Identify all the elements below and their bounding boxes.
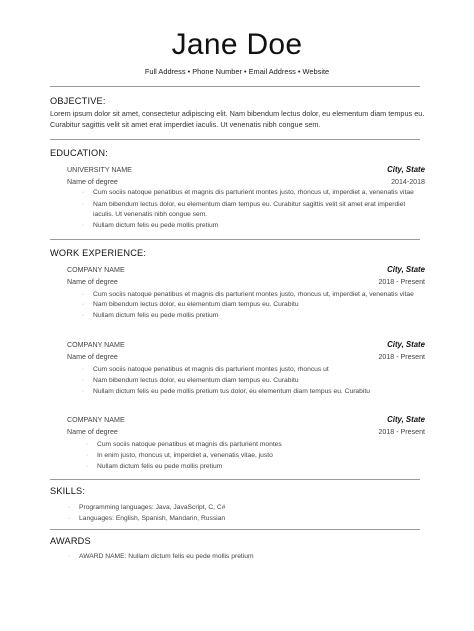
bullet-icon: · — [81, 201, 85, 208]
job-degree: Name of degree — [67, 353, 118, 361]
candidate-name: Jane Doe — [171, 28, 303, 61]
bullet-icon: · — [85, 452, 89, 459]
company-location: City, State — [387, 340, 425, 349]
education-bullet: Cum sociis natoque penatibus et magnis dis parturient montes justo, rhoncus ut, imperdiet a, venenatis vitae — [93, 189, 414, 196]
job-bullet: Cum sociis natoque penatibus et magnis dis parturient montes — [97, 441, 282, 448]
skills-heading: SKILLS: — [50, 486, 86, 496]
job-degree-row — [67, 352, 425, 362]
skills-divider — [50, 529, 420, 530]
job-degree-row — [67, 277, 425, 287]
job-bullet: Cum sociis natoque penatibus et magnis dis parturient montes justo, rhoncus ut, imperdiet a, venenatis vitae — [93, 291, 414, 298]
work-divider — [50, 479, 420, 480]
company-location: City, State — [387, 415, 425, 424]
job-bullet: Cum sociis natoque penatibus et magnis dis parturient montes justo, rhoncus ut — [93, 366, 329, 373]
bullet-icon: · — [81, 388, 85, 395]
job-bullet: Nullam dictum felis eu pede mollis pretium — [97, 463, 223, 470]
job-dates: 2018 - Present — [378, 278, 425, 286]
education-degree-row — [67, 177, 425, 187]
company-location: City, State — [387, 265, 425, 274]
skill-item: Languages: English, Spanish, Mandarin, Russian — [79, 515, 226, 522]
education-bullet: Nullam dictum felis eu pede mollis pretium — [93, 222, 219, 229]
education-divider — [50, 239, 420, 240]
job-degree: Name of degree — [67, 428, 118, 436]
bullet-icon: · — [85, 463, 89, 470]
company-name: COMPANY NAME — [67, 416, 125, 424]
job-dates: 2018 - Present — [378, 353, 425, 361]
company-name: COMPANY NAME — [67, 341, 125, 349]
education-bullet: Nam bibendum lectus dolor, eu elementum diam tempus eu. Curabitur sagittis velit sit amet erat imperdiet iaculis. Ut venenatis nibh congue sem. — [93, 201, 406, 218]
job-degree-row — [67, 427, 425, 437]
school-name: UNIVERSITY NAME — [67, 166, 132, 174]
objective-text: Lorem ipsum dolor sit amet, consectetur adipiscing elit. Nam bibendum lectus dolor, eu elementum diam tempus eu. Curabitur sagittis velit sit amet erat imperdiet iaculis. Ut venenatis nibh congue sem. — [50, 109, 425, 129]
work-heading: WORK EXPERIENCE: — [50, 248, 147, 258]
bullet-icon: · — [67, 515, 71, 522]
job-bullet: Nullam dictum felis eu pede mollis pretium — [93, 312, 219, 319]
header-divider — [50, 86, 420, 87]
bullet-icon: · — [81, 189, 85, 196]
bullet-icon: · — [81, 366, 85, 373]
objective-heading: OBJECTIVE: — [50, 96, 106, 106]
bullet-icon: · — [67, 553, 71, 560]
job-company-row — [67, 265, 425, 275]
job-degree: Name of degree — [67, 278, 118, 286]
bullet-icon: · — [81, 377, 85, 384]
skill-item: Programming languages: Java, JavaScript, C, C# — [79, 504, 226, 511]
job-bullet: Nullam dictum felis eu pede mollis pretium tus dolor, eu elementum diam tempus eu. Curabitu — [93, 388, 370, 395]
bullet-icon: · — [85, 441, 89, 448]
bullet-icon: · — [81, 291, 85, 298]
contact-line: Full Address • Phone Number • Email Address • Website — [144, 67, 330, 76]
education-dates: 2014-2018 — [391, 178, 425, 186]
education-heading: EDUCATION: — [50, 148, 108, 158]
bullet-icon: · — [81, 312, 85, 319]
job-bullet: Nam bibendum lectus dolor, eu elementum diam tempus eu. Curabitu — [93, 377, 299, 384]
bullet-icon: · — [67, 504, 71, 511]
school-location: City, State — [387, 165, 425, 174]
bullet-icon: · — [81, 301, 85, 308]
bullet-icon: · — [81, 222, 85, 229]
job-company-row — [67, 415, 425, 425]
job-bullet: In enim justo, rhoncus ut, imperdiet a, venenatis vitae, justo — [97, 452, 273, 459]
degree-name: Name of degree — [67, 178, 118, 186]
objective-divider — [50, 139, 420, 140]
awards-heading: AWARDS — [50, 536, 91, 546]
job-dates: 2018 - Present — [378, 428, 425, 436]
job-company-row — [67, 340, 425, 350]
education-school-row — [67, 165, 425, 175]
award-item: AWARD NAME: Nullam dictum felis eu pede mollis pretium — [79, 553, 254, 560]
company-name: COMPANY NAME — [67, 266, 125, 274]
job-bullet: Nam bibendum lectus dolor, eu elementum diam tempus eu. Curabitu — [93, 301, 299, 308]
